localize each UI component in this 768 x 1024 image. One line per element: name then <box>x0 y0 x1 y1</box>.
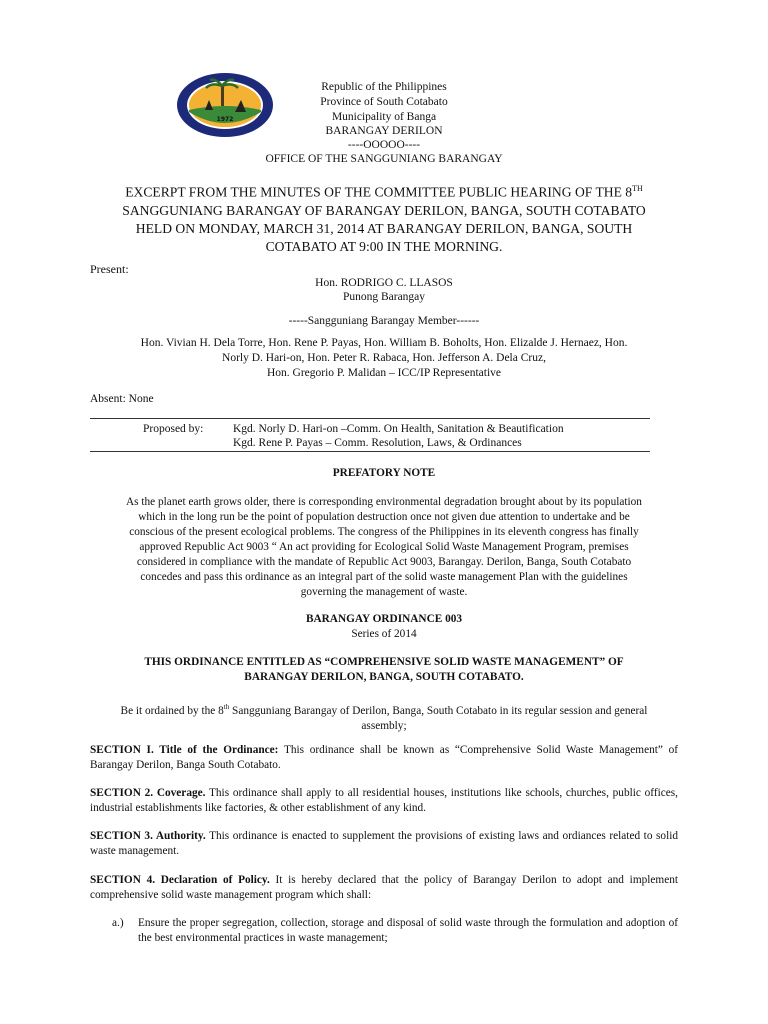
section-3: SECTION 3. Authority. This ordinance is enacted to supplement the provisions of existing laws and ordiances related to solid waste management. <box>90 830 679 857</box>
section-4: SECTION 4. Declaration of Policy. It is hereby declared that the policy of Barangay Derilon to adopt and implement comprehensive solid waste management program which shall: <box>90 874 678 901</box>
header-separator: ----OOOOO---- <box>347 139 421 151</box>
chair-title: Punong Barangay <box>342 291 426 303</box>
members-line: Hon. Vivian H. Dela Torre, Hon. Rene P. Payas, Hon. William B. Boholts, Hon. Elizalde J. Hernaez, Hon. <box>140 337 628 349</box>
svg-text:1972: 1972 <box>216 116 234 123</box>
chair-name: Hon. RODRIGO C. LLASOS <box>315 277 453 289</box>
item-marker: a.) <box>112 917 124 929</box>
proposed-label: Proposed by: <box>143 423 204 435</box>
ordinance-heading: BARANGAY ORDINANCE 003 <box>305 613 463 625</box>
header-municipality: Municipality of Banga <box>331 111 437 123</box>
document-title: EXCERPT FROM THE MINUTES OF THE COMMITTEE PUBLIC HEARING OF THE 8TH SANGGUNIANG BARANGAY OF BARANGAY DERILON, BANGA, SOUTH COTABATO HELD ON MONDAY, MARCH 31, 2014 AT BARANGAY DERILON, BANGA, SOUTH COTABATO AT 9:00 IN THE MORNING. <box>122 184 646 254</box>
divider-bottom <box>90 451 650 452</box>
members-heading: -----Sangguniang Barangay Member------ <box>288 315 480 327</box>
section-1: SECTION I. Title of the Ordinance: This ordinance shall be known as “Comprehensive Solid Waste Management” of Barangay Derilon, Banga South Cotabato. <box>90 744 678 771</box>
members-line: Hon. Gregorio P. Malidan – ICC/IP Representative <box>266 367 501 379</box>
item-text: Ensure the proper segregation, collection, storage and disposal of solid waste through the formulation and adoption of the best environmental practices in waste management; <box>138 917 678 944</box>
header-republic: Republic of the Philippines <box>321 81 447 93</box>
header-office: OFFICE OF THE SANGGUNIANG BARANGAY <box>265 153 503 165</box>
ordinance-series: Series of 2014 <box>351 628 417 640</box>
prefatory-text: As the planet earth grows older, there is corresponding environmental degradation brought about by its population which in the long run be the point of population destruction once not given due attention to undertake and be conscious of the present ecological problems. The congress of the Philippines in its eleventh congress has finally approved Republic Act 9003 “ An act providing for Ecological Solid Waste Management Program, premises considered in compliance with the mandate of Republic Act 9003, Barangay. Derilon, Banga, South Cotabato concedes and pass this ordinance as an integral part of the solid waste management Plan with the guidelines governing the management of waste. <box>126 496 642 598</box>
proposer-1: Kgd. Norly D. Hari-on –Comm. On Health, Sanitation & Beautification <box>233 423 564 435</box>
proposer-2: Kgd. Rene P. Payas – Comm. Resolution, Laws, & Ordinances <box>233 437 522 449</box>
divider-top <box>90 418 650 419</box>
header-province: Province of South Cotabato <box>320 96 448 108</box>
ordained-clause: Be it ordained by the 8th Sangguniang Barangay of Derilon, Banga, South Cotabato in its regular session and general assembly; <box>120 703 648 732</box>
prefatory-heading: PREFATORY NOTE <box>332 467 436 479</box>
members-line: Norly D. Hari-on, Hon. Peter R. Rabaca, Hon. Jefferson A. Dela Cruz, <box>222 352 546 364</box>
absent-line: Absent: None <box>90 393 154 405</box>
ordinance-entitled: THIS ORDINANCE ENTITLED AS “COMPREHENSIVE SOLID WASTE MANAGEMENT” OF BARANGAY DERILON, BANGA, SOUTH COTABATO. <box>144 656 624 683</box>
header-barangay: BARANGAY DERILON <box>325 125 443 137</box>
present-label: Present: <box>90 262 129 276</box>
section-2: SECTION 2. Coverage. This ordinance shall apply to all residential houses, institutions like schools, churches, public offices, industrial establishments like factories, & other establishment of any kind. <box>90 787 678 814</box>
